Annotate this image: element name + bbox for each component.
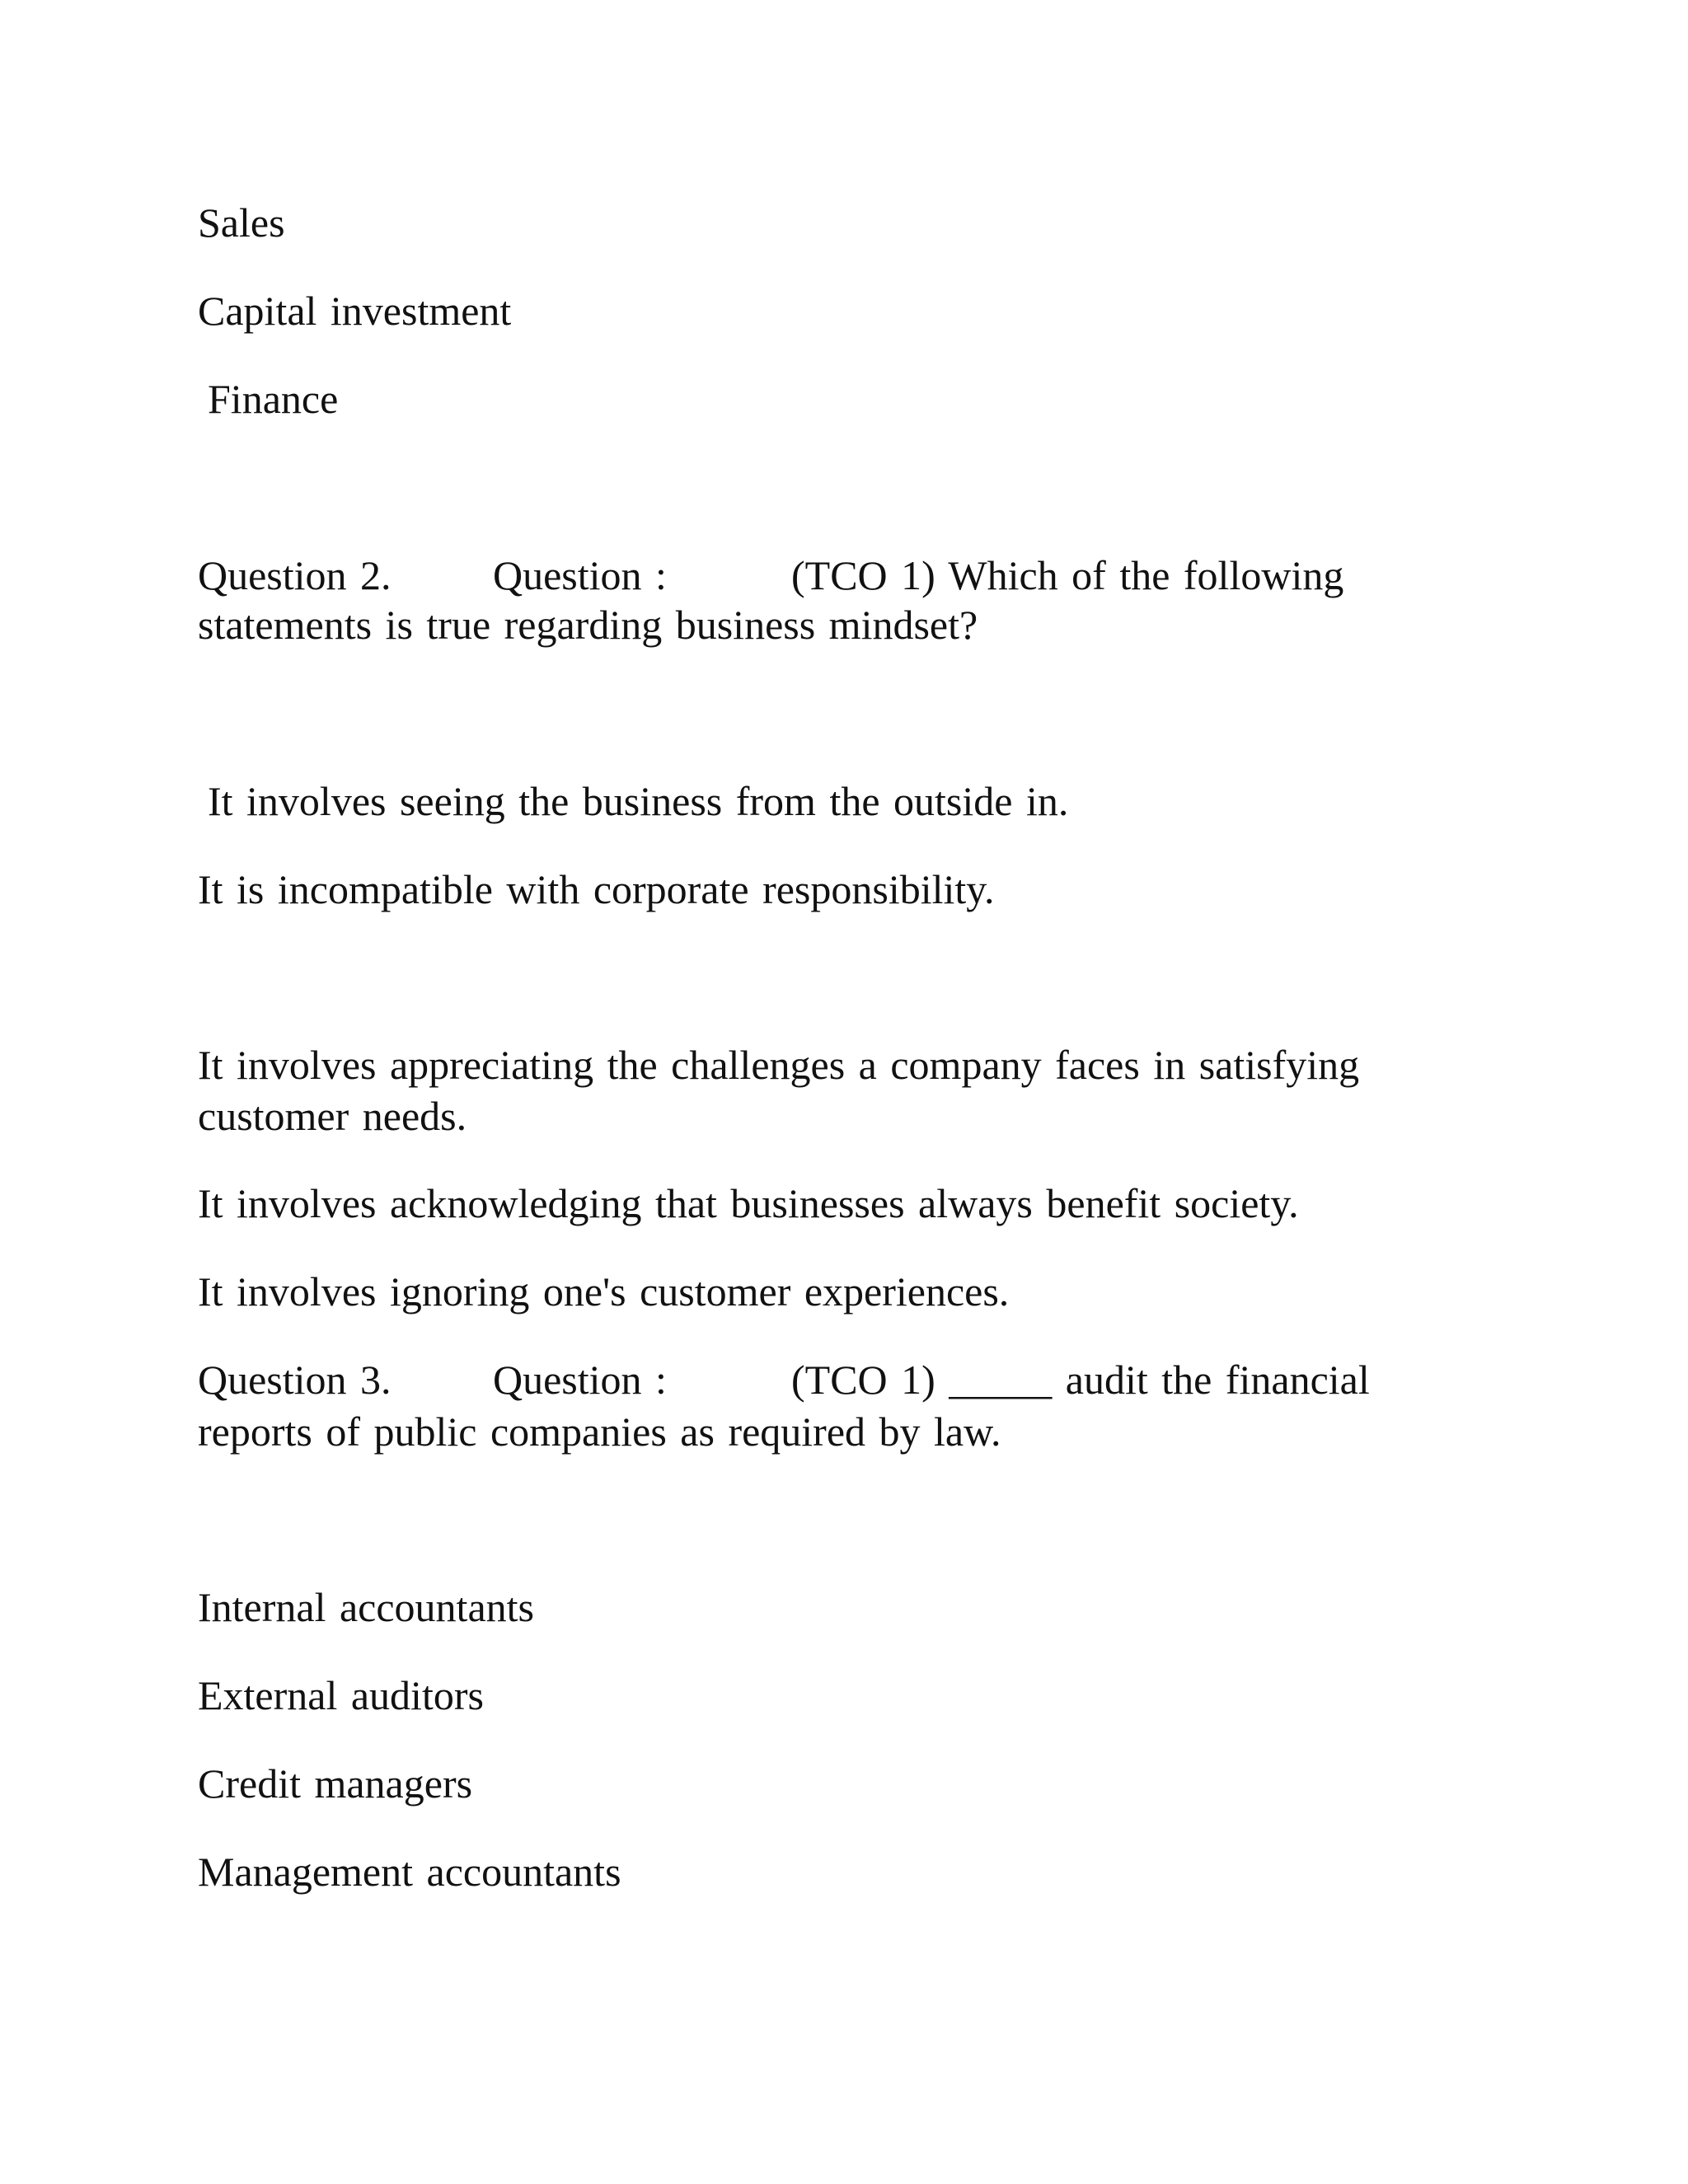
q2-option-appreciating-line-1[interactable]: It involves appreciating the challenges a company faces in satisfying [198, 1042, 1360, 1088]
q3-option-internal-accountants[interactable]: Internal accountants [198, 1584, 534, 1630]
q2-option-acknowledging[interactable]: It involves acknowledging that businesses always benefit society. [198, 1180, 1299, 1226]
question-3-number: Question 3. [198, 1357, 392, 1403]
q2-option-ignoring[interactable]: It involves ignoring one's customer experiences. [198, 1268, 1010, 1315]
question-3-label: Question : [493, 1357, 667, 1403]
option-finance[interactable]: Finance [208, 376, 339, 422]
question-2-number: Question 2. [198, 552, 392, 598]
question-2-text-line-2: statements is true regarding business mindset? [198, 602, 978, 648]
question-2-text-line-1: (TCO 1) Which of the following [791, 552, 1344, 598]
option-capital-investment[interactable]: Capital investment [198, 288, 512, 334]
q2-option-appreciating-line-2[interactable]: customer needs. [198, 1093, 467, 1139]
question-2-label: Question : [493, 552, 667, 598]
q2-option-incompatible[interactable]: It is incompatible with corporate responsibility. [198, 866, 995, 912]
q3-option-credit-managers[interactable]: Credit managers [198, 1760, 473, 1807]
question-3-header [198, 1355, 1418, 1404]
option-sales[interactable]: Sales [198, 199, 285, 246]
question-3-text-line-1: (TCO 1) _____ audit the financial [791, 1357, 1370, 1403]
q3-option-external-auditors[interactable]: External auditors [198, 1672, 484, 1718]
q3-option-management-accountants[interactable]: Management accountants [198, 1849, 621, 1895]
question-2-header [198, 551, 1418, 600]
q2-option-outside-in[interactable]: It involves seeing the business from the outside in. [208, 778, 1069, 824]
question-3-text-line-2: reports of public companies as required by law. [198, 1408, 1001, 1455]
